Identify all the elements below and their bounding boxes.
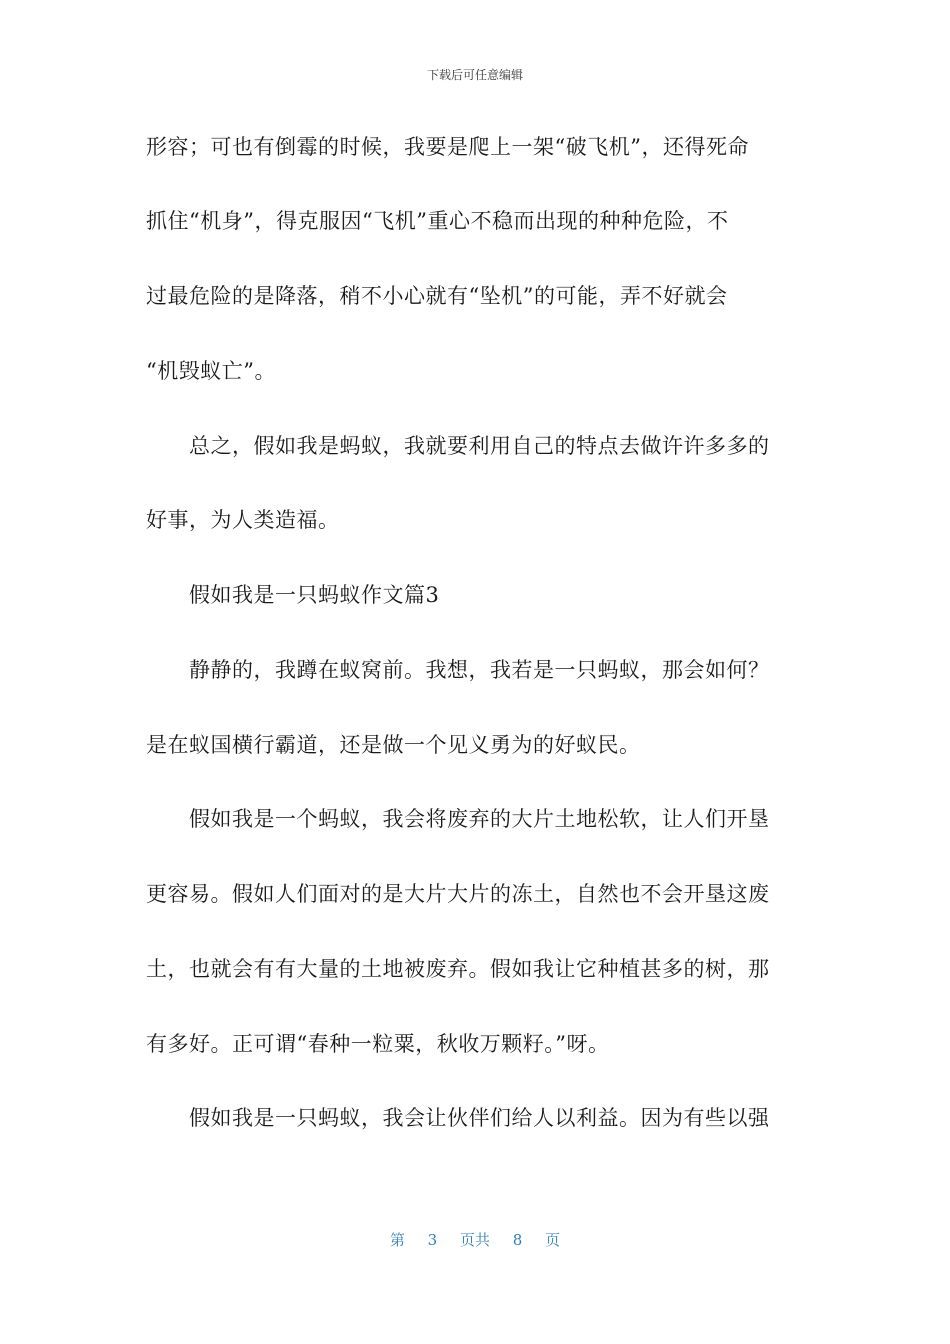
body-line-12: 土，也就会有有大量的土地被废弃。假如我让它种植甚多的树，那 bbox=[146, 957, 770, 981]
body-line-9: 是在蚁国横行霸道，还是做一个见义勇为的好蚁民。 bbox=[146, 733, 641, 757]
body-line-11: 更容易。假如人们面对的是大片大片的冻土，自然也不会开垦这废 bbox=[146, 882, 770, 906]
body-line-8: 静静的，我蹲在蚁窝前。我想，我若是一只蚂蚁，那会如何？ bbox=[189, 658, 770, 682]
footer-prefix: 第 bbox=[389, 1231, 405, 1249]
body-line-5: 总之，假如我是蚂蚁，我就要利用自己的特点去做许许多多的 bbox=[189, 434, 770, 458]
footer-suffix: 页 bbox=[545, 1231, 561, 1249]
body-line-2: 抓住“机身”，得克服因“飞机”重心不稳而出现的种种危险，不 bbox=[146, 209, 729, 233]
section-heading: 假如我是一只蚂蚁作文篇3 bbox=[189, 583, 440, 607]
body-line-14: 假如我是一只蚂蚁，我会让伙伴们给人以利益。因为有些以强 bbox=[189, 1106, 770, 1130]
footer-mid: 页共 bbox=[459, 1231, 490, 1249]
body-line-13: 有多好。正可谓“春种一粒粟，秋收万颗籽。”呀。 bbox=[146, 1032, 610, 1056]
body-line-3: 过最危险的是降落，稍不小心就有“坠机”的可能，弄不好就会 bbox=[146, 284, 728, 308]
page-header: 下载后可任意编辑 bbox=[426, 68, 523, 82]
body-line-4: “机毁蚁亡”。 bbox=[146, 359, 276, 383]
page-footer bbox=[0, 1229, 950, 1250]
footer-page-number: 3 bbox=[427, 1231, 438, 1249]
footer-total-pages: 8 bbox=[512, 1231, 523, 1249]
body-line-10: 假如我是一个蚂蚁，我会将废弃的大片土地松软，让人们开垦 bbox=[189, 807, 770, 831]
body-line-6: 好事，为人类造福。 bbox=[146, 508, 340, 532]
body-line-1: 形容；可也有倒霉的时候，我要是爬上一架“破飞机”，还得死命 bbox=[146, 135, 749, 159]
